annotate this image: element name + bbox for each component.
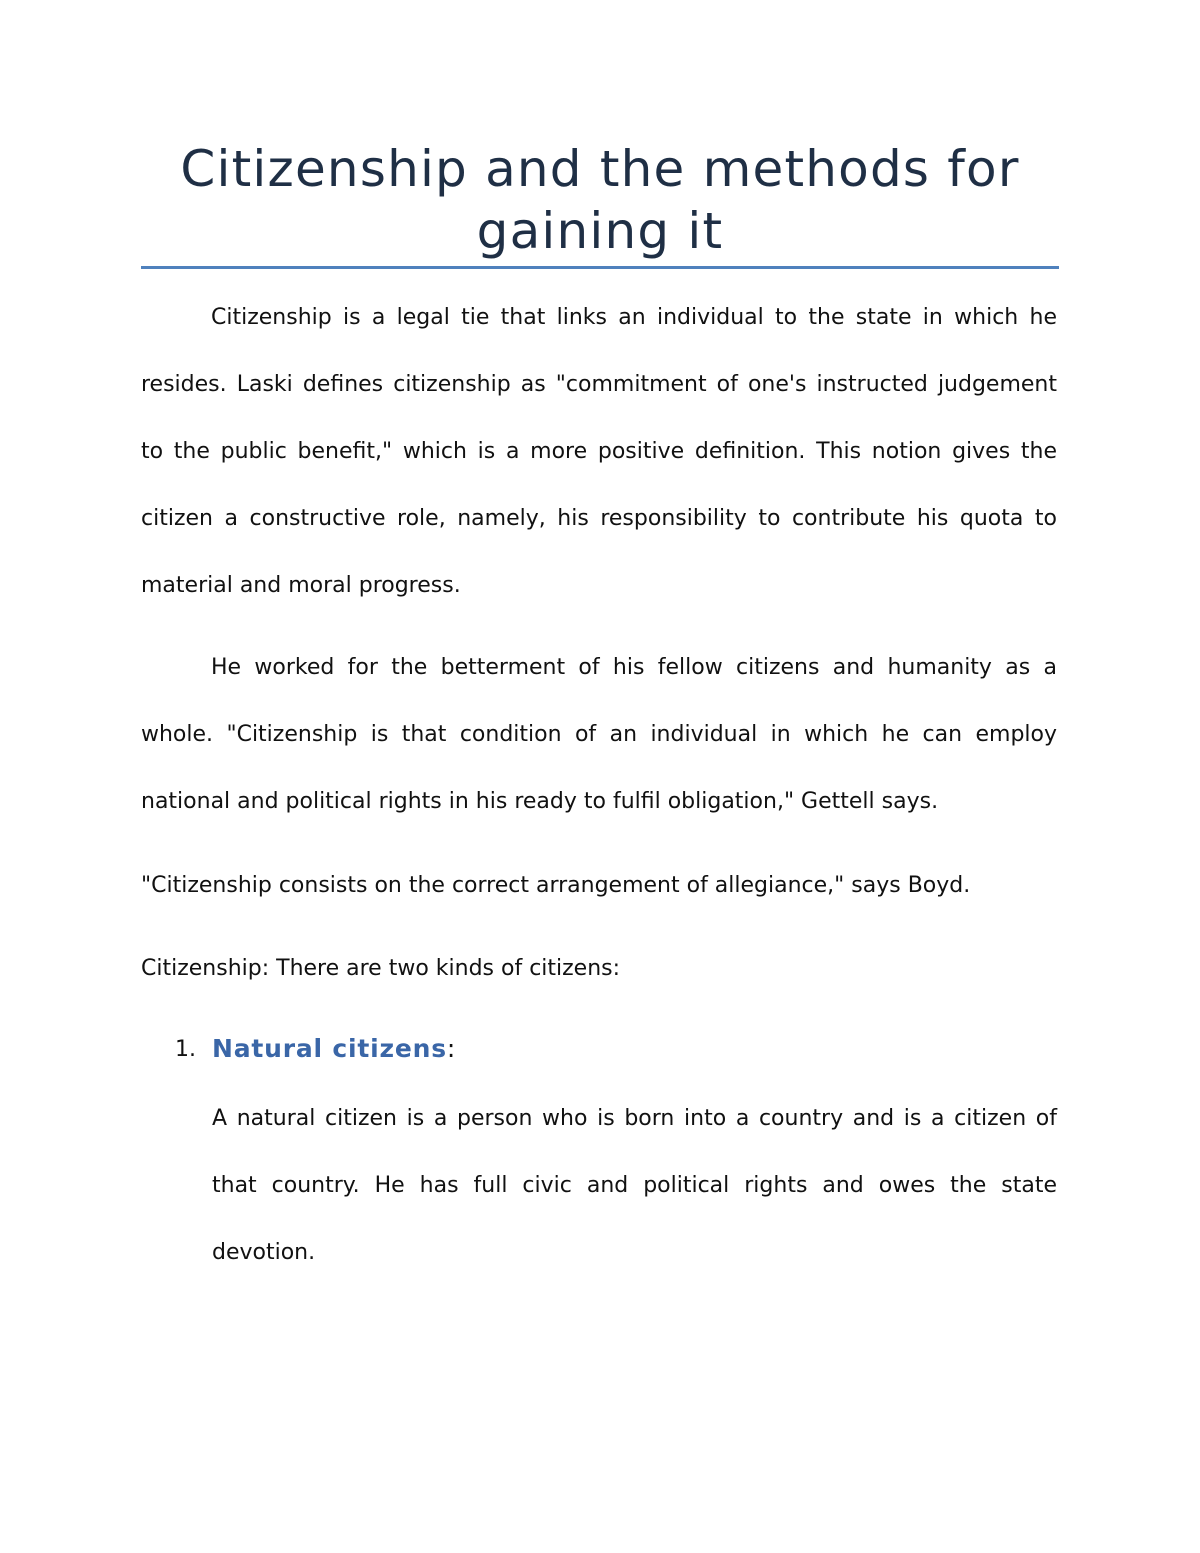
paragraph-citizenship-definition: Citizenship is a legal tie that links an individual to the state in which he resides. Laski defines citizenship as "commitment of one's instructed judgement to the public benefit," which is a more positive definition. This notion gives the citizen a constructive role, namely, his responsibility to contribute his quota to material and moral progress. [141,305,1057,598]
list-item-heading [212,1028,455,1070]
list-item-number: 1. [175,1037,196,1062]
paragraph-boyd-quote: "Citizenship consists on the correct arrangement of allegiance," says Boyd. [141,873,971,898]
paragraph-kinds-of-citizens: Citizenship: There are two kinds of citizens: [141,956,621,981]
heading-colon: : [446,1034,456,1063]
natural-citizens-heading: Natural citizens [212,1034,447,1063]
paragraph-gettell-quote: He worked for the betterment of his fellow citizens and humanity as a whole. "Citizenship is that condition of an individual in which he can employ national and political rights in his ready to fulfil obligation," Gettell says. [141,655,1057,814]
title-underline [141,266,1059,269]
document-title: Citizenship and the methods for gaining it [180,140,1020,260]
natural-citizens-description: A natural citizen is a person who is born into a country and is a citizen of that country. He has full civic and political rights and owes the state devotion. [212,1106,1057,1265]
